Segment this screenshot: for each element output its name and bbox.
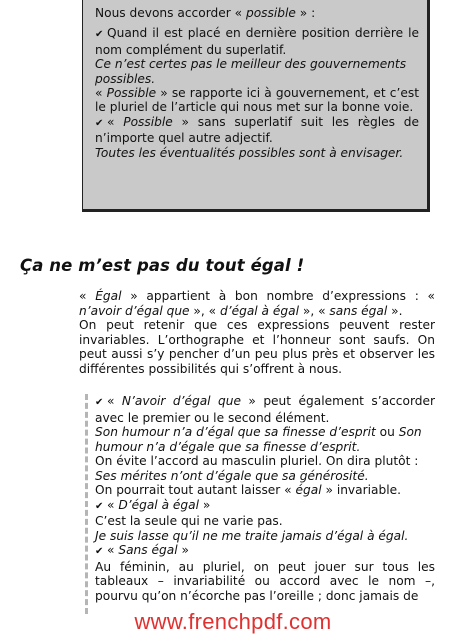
check-icon: ✔ (95, 117, 104, 129)
section-heading: Ça ne m’est pas du tout égal ! (20, 256, 305, 275)
expressions-list (85, 394, 435, 614)
check-icon: ✔ (95, 397, 104, 408)
check-icon: ✔ (95, 500, 104, 512)
intro-paragraph-2: On peut retenir que ces expressions peuvent rester invariables. L’orthographe et l’honneur sont saufs. On peut aussi s’y pencher d’un peu plus près et observer les différentes possibilités qui s’offrent à nous. (79, 318, 435, 376)
check-icon: ✔ (95, 546, 104, 557)
example-merites: Ses mérites n’ont d’égale que sa générosité. (95, 468, 369, 483)
check-icon: ✔ (95, 29, 104, 41)
feminine-paragraph: Au féminin, au pluriel, on peut jouer sur tous les tableaux – invariabilité ou accord avec le nom –, pourvu qu’on n’écorche pas l’oreille ; donc jamais de (95, 559, 435, 603)
item-degal: ✔ « D’égal à égal » (95, 498, 435, 515)
item-sans-egal: ✔ « Sans égal » (95, 543, 435, 560)
invariable-line: On pourrait tout autant laisser « égal » invariable. (95, 483, 401, 497)
example-lasse: Je suis lasse qu’il ne me traite jamais d’égal à égal. (95, 528, 409, 543)
box-example-1: Ce n’est certes pas le meilleur des gouvernements possibles. (95, 57, 407, 86)
site-watermark: www.frenchpdf.com (134, 609, 332, 634)
example-humour: Son humour n’a d’égal que sa finesse d’esprit ou Son humour n’a d’égale que sa finesse d’esprit. (95, 425, 422, 454)
intro-text (79, 289, 435, 376)
only-line: C’est la seule qui ne varie pas. (95, 514, 283, 528)
box-explanation: « Possible » se rapporte ici à gouvernement, et c’est le pluriel de l’article qui nous met sur la bonne voie. (95, 86, 419, 115)
item-navoir: ✔ « N’avoir d’égal que » peut également s’accorder avec le premier ou le second élément. (95, 394, 435, 425)
box-rule-2: ✔ « Possible » sans superlatif suit les règles de n’importe quel autre adjectif. (95, 114, 419, 146)
intro-paragraph-1: « Égal » appartient à bon nombre d’expressions : « n’avoir d’égal que », « d’égal à égal », « sans égal ». (79, 289, 435, 318)
rule-box (82, 0, 430, 212)
box-rule-1: ✔ Quand il est placé en dernière position derrière le nom complément du superlatif. (95, 26, 419, 57)
avoid-line: On évite l’accord au masculin pluriel. On dira plutôt : (95, 454, 419, 468)
box-example-2: Toutes les éventualités possibles sont à envisager. (95, 145, 404, 160)
box-intro: Nous devons accorder « possible » : (95, 6, 316, 20)
